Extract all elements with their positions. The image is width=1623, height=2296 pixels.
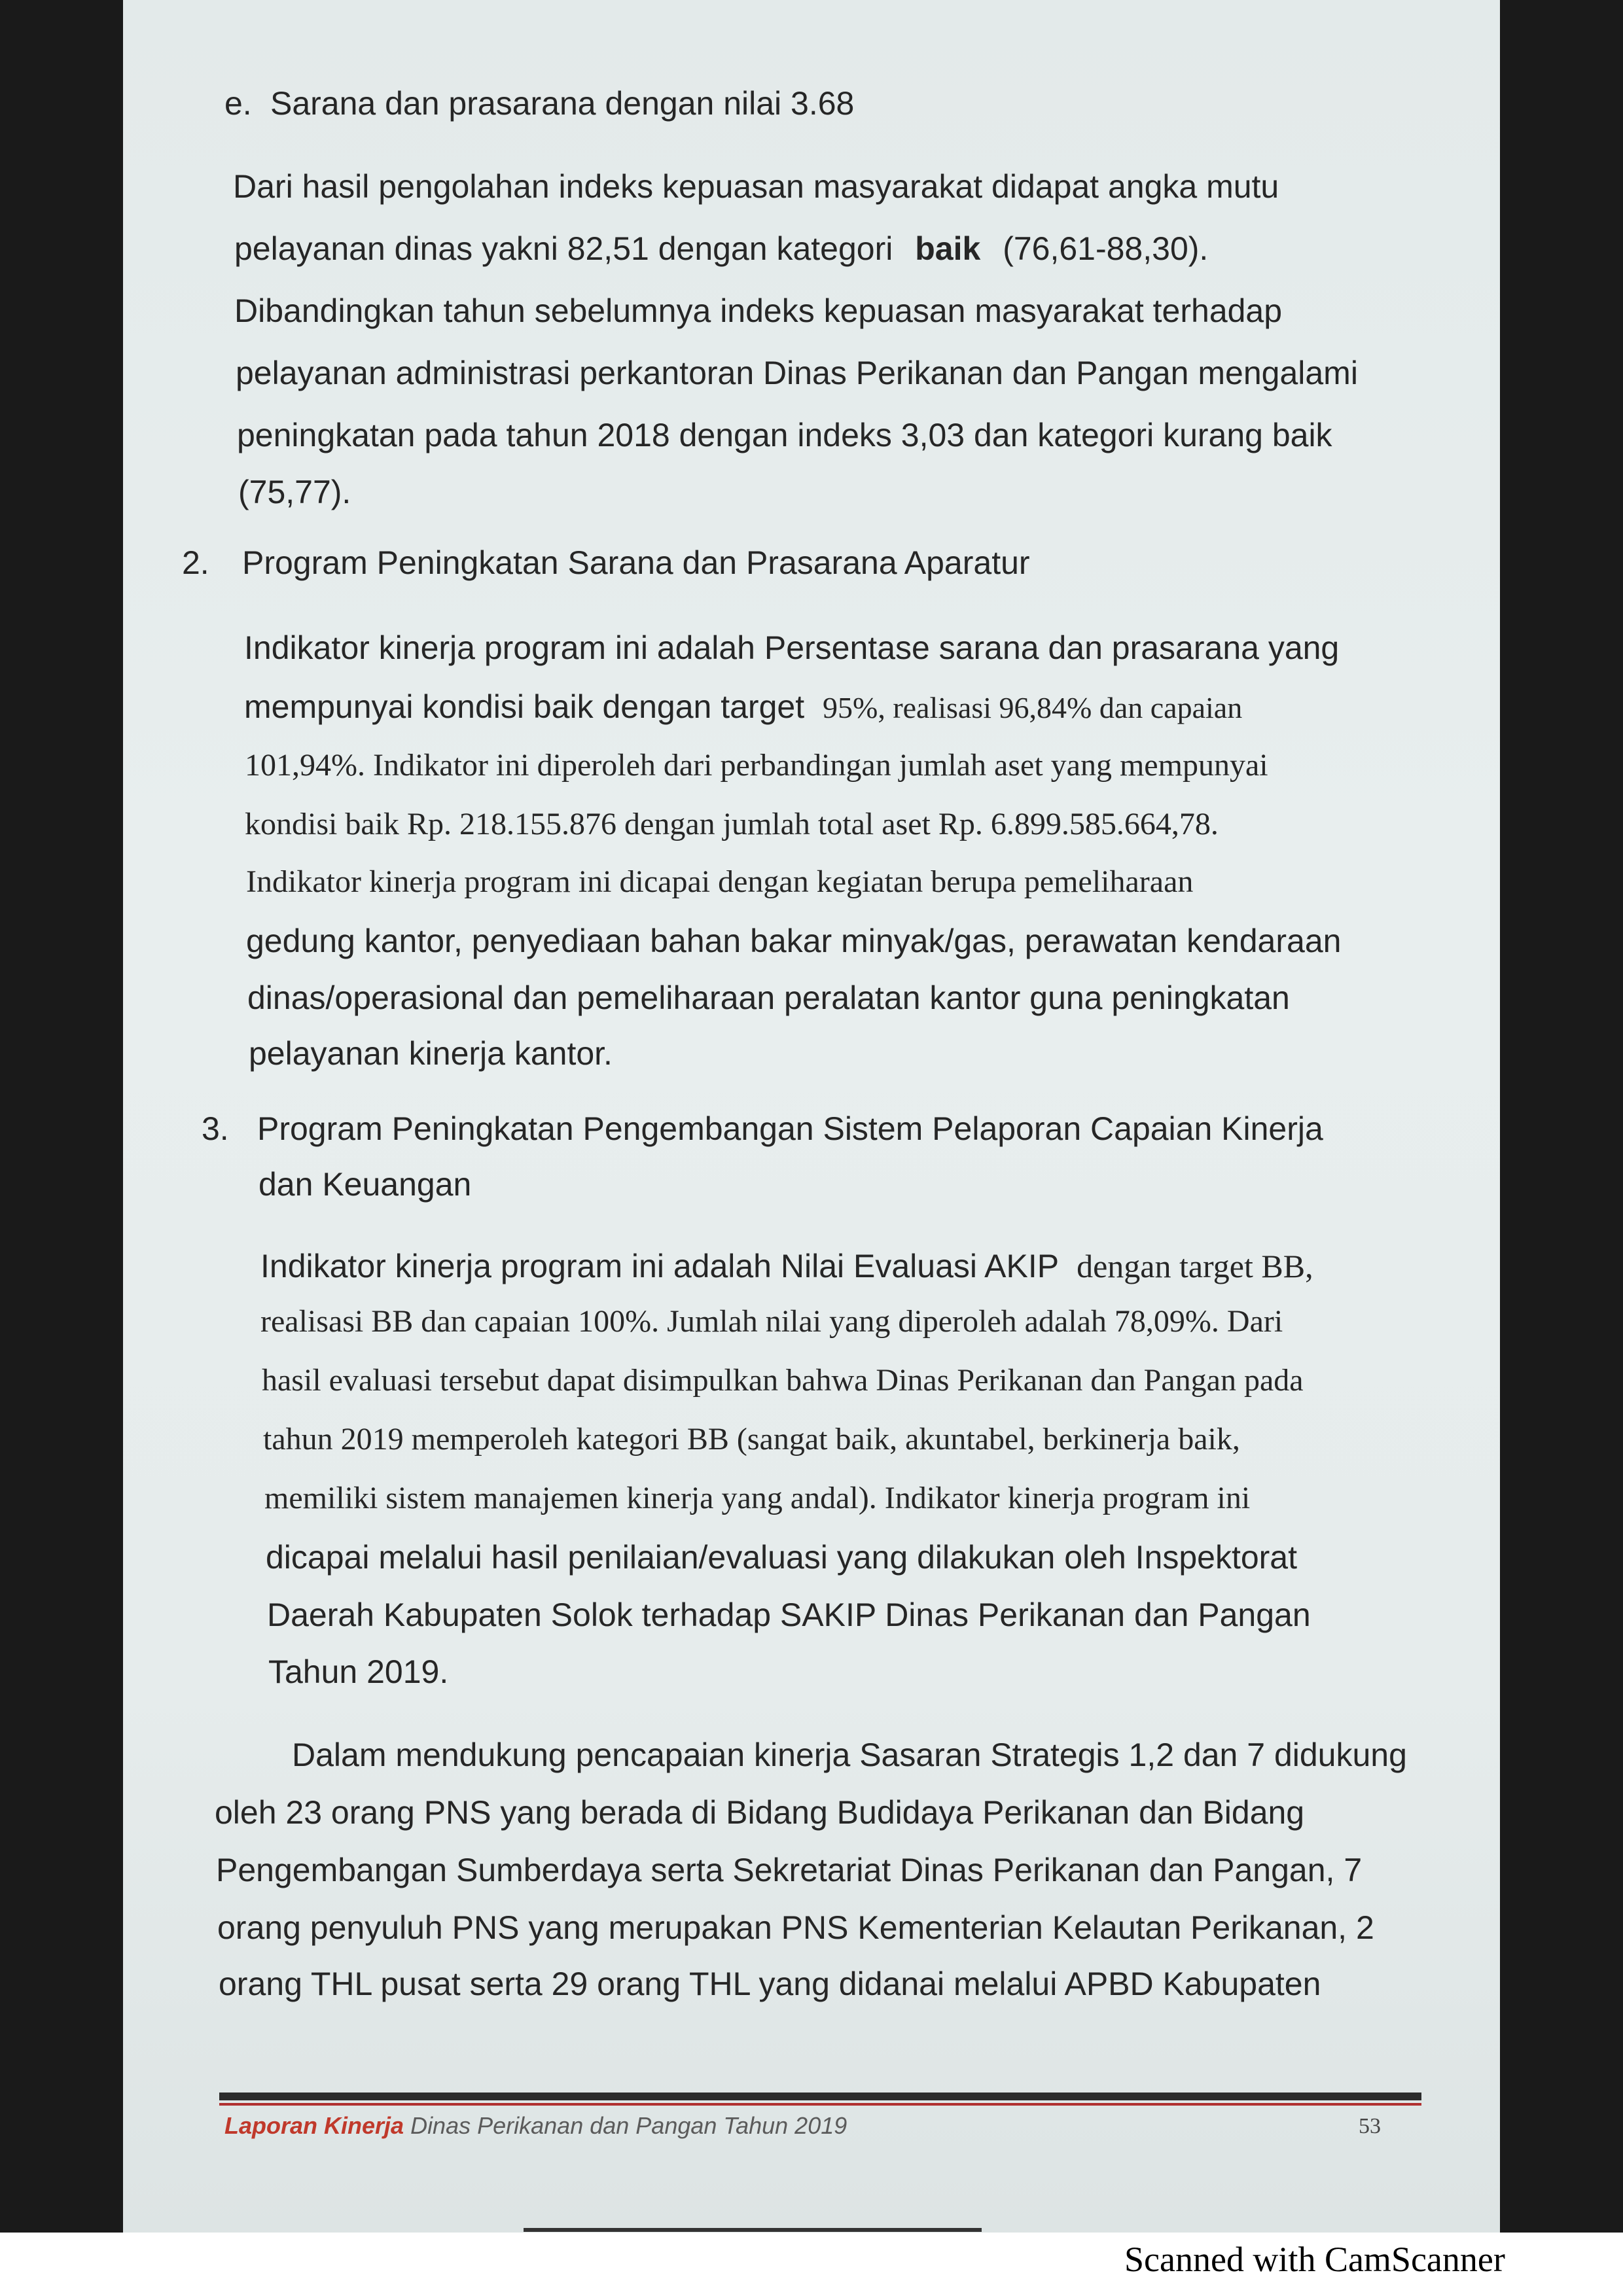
footer-caption — [224, 2110, 847, 2142]
paragraph-line: orang penyuluh PNS yang merupakan PNS Kementerian Kelautan Perikanan, 2 — [217, 1909, 1374, 1946]
text-span: mempunyai kondisi baik dengan target — [244, 688, 805, 725]
paragraph-line: peningkatan pada tahun 2018 dengan indeks 3,03 dan kategori kurang baik — [237, 417, 1332, 453]
list-item-e-text: Sarana dan prasarana dengan nilai 3.68 — [270, 85, 855, 122]
paragraph-line: Indikator kinerja program ini dicapai dengan kegiatan berupa pemeliharaan — [246, 864, 1194, 899]
paragraph-line: Dalam mendukung pencapaian kinerja Sasaran Strategis 1,2 dan 7 didukung — [292, 1737, 1407, 1773]
text-span: dengan target BB, — [1077, 1248, 1313, 1284]
footer-brand: Laporan Kinerja — [224, 2112, 404, 2139]
text-span: 95%, realisasi 96,84% dan capaian — [823, 691, 1243, 724]
paragraph-line: dinas/operasional dan pemeliharaan peralatan kantor guna peningkatan — [247, 980, 1290, 1016]
scan-border-right — [1500, 0, 1623, 2233]
paragraph-line: gedung kantor, penyediaan bahan bakar minyak/gas, perawatan kendaraan — [246, 923, 1342, 959]
paragraph-line — [260, 1246, 1313, 1286]
section-title: Program Peningkatan Sarana dan Prasarana Aparatur — [242, 544, 1030, 581]
camscanner-watermark: Scanned with CamScanner — [1124, 2240, 1505, 2279]
paragraph-line: pelayanan kinerja kantor. — [249, 1035, 613, 1072]
paragraph-line: tahun 2019 memperoleh kategori BB (sangat baik, akuntabel, berkinerja baik, — [263, 1422, 1240, 1457]
section-title: Program Peningkatan Pengembangan Sistem Pelaporan Capaian Kinerja — [257, 1110, 1323, 1147]
document-page — [123, 0, 1500, 2233]
paragraph-line: Pengembangan Sumberdaya serta Sekretariat Dinas Perikanan dan Pangan, 7 — [216, 1852, 1363, 1888]
footer-rule-accent — [219, 2103, 1421, 2106]
paragraph-line: (75,77). — [238, 474, 351, 510]
paragraph-line: oleh 23 orang PNS yang berada di Bidang Budidaya Perikanan dan Bidang — [215, 1794, 1305, 1831]
paragraph-line: kondisi baik Rp. 218.155.876 dengan jumlah total aset Rp. 6.899.585.664,78. — [245, 807, 1219, 841]
paragraph-line: Dari hasil pengolahan indeks kepuasan masyarakat didapat angka mutu — [233, 168, 1279, 205]
paragraph-line: Indikator kinerja program ini adalah Persentase sarana dan prasarana yang — [244, 629, 1340, 666]
paragraph-line: dicapai melalui hasil penilaian/evaluasi yang dilakukan oleh Inspektorat — [266, 1539, 1298, 1576]
paragraph-line: memiliki sistem manajemen kinerja yang andal). Indikator kinerja program ini — [264, 1481, 1251, 1515]
scan-border-left — [0, 0, 123, 2233]
paragraph-line: 101,94%. Indikator ini diperoleh dari perbandingan jumlah aset yang mempunyai — [245, 748, 1268, 783]
paragraph-line: Dibandingkan tahun sebelumnya indeks kepuasan masyarakat terhadap — [234, 292, 1283, 329]
page-number: 53 — [1359, 2114, 1381, 2138]
text-span: Indikator kinerja program ini adalah Nilai Evaluasi AKIP — [260, 1248, 1059, 1284]
list-marker-3: 3. — [202, 1110, 229, 1147]
text-span: (76,61-88,30). — [1003, 230, 1209, 267]
scan-bottom-edge — [524, 2228, 982, 2232]
list-marker-e: e. — [224, 85, 252, 122]
paragraph-line: orang THL pusat serta 29 orang THL yang didanai melalui APBD Kabupaten — [219, 1966, 1321, 2002]
paragraph-line: Daerah Kabupaten Solok terhadap SAKIP Dinas Perikanan dan Pangan — [267, 1597, 1311, 1633]
text-span: pelayanan dinas yakni 82,51 dengan kategori — [234, 230, 893, 267]
paragraph-line: Tahun 2019. — [268, 1653, 449, 1690]
page-content — [123, 0, 1500, 2233]
footer-rule — [219, 2093, 1421, 2100]
bold-category: baik — [915, 230, 981, 267]
list-marker-2: 2. — [182, 544, 209, 581]
paragraph-line: realisasi BB dan capaian 100%. Jumlah nilai yang diperoleh adalah 78,09%. Dari — [260, 1304, 1283, 1339]
paragraph-line — [234, 229, 1500, 268]
paragraph-line: hasil evaluasi tersebut dapat disimpulkan bahwa Dinas Perikanan dan Pangan pada — [262, 1363, 1304, 1398]
section-title-continued: dan Keuangan — [259, 1166, 472, 1203]
footer-rest: Dinas Perikanan dan Pangan Tahun 2019 — [404, 2112, 847, 2139]
paragraph-line — [244, 687, 1242, 728]
paragraph-line: pelayanan administrasi perkantoran Dinas Perikanan dan Pangan mengalami — [236, 355, 1358, 391]
